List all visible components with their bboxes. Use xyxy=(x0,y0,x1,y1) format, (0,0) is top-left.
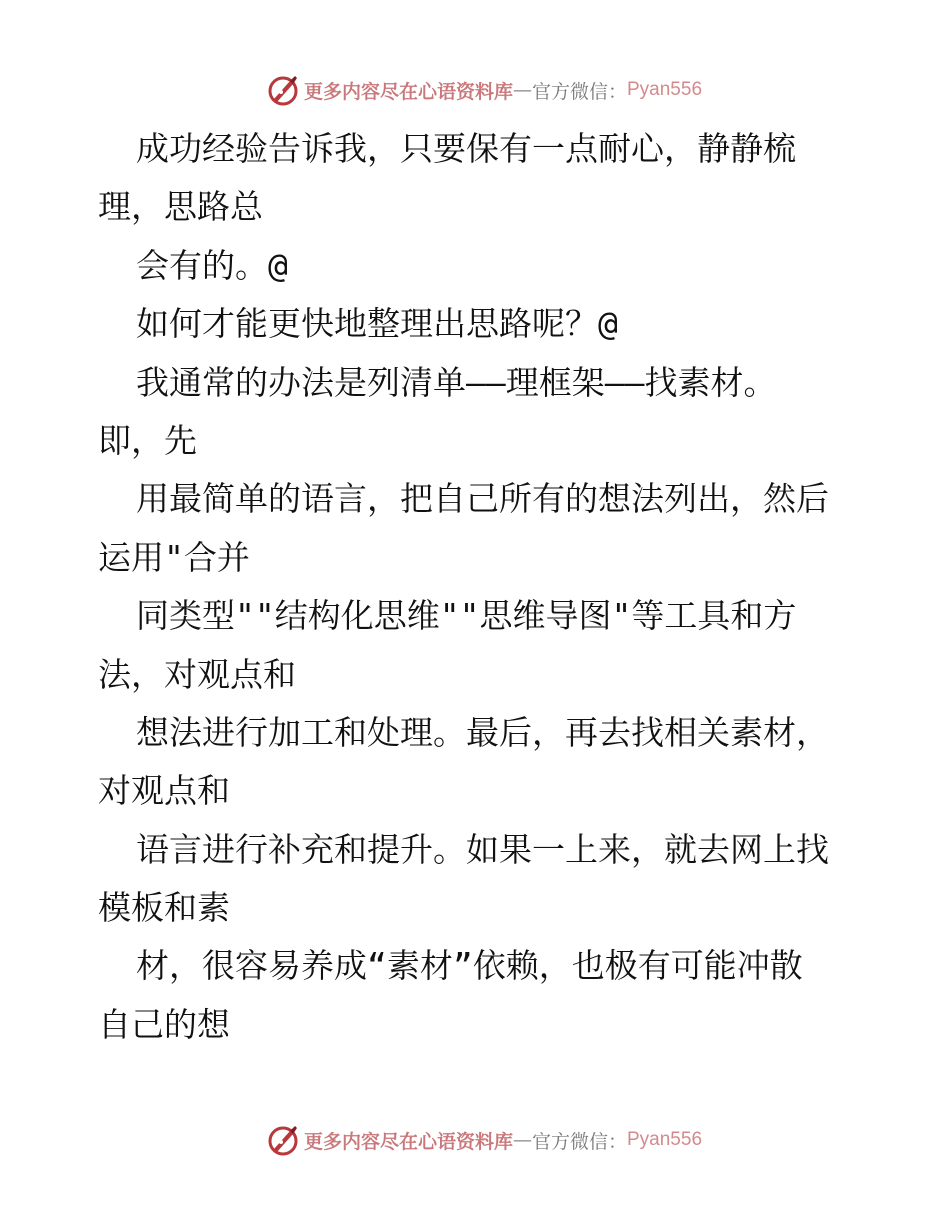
footer-wechat-id: Pyan556 xyxy=(627,1129,703,1150)
header-watermark xyxy=(0,70,950,110)
text-line: 成功经验告诉我，只要保有一点耐心，静静梳 xyxy=(136,129,796,168)
body-text xyxy=(98,120,858,1054)
header-watermark-content xyxy=(266,73,702,107)
text-line: 法，对观点和 xyxy=(98,654,296,694)
text-line: 自己的想 xyxy=(98,1004,230,1044)
header-wechat-label: 官方微信： xyxy=(531,80,627,103)
footer-wechat-label: 官方微信： xyxy=(531,1130,627,1153)
footer-watermark xyxy=(0,1120,950,1160)
text-line: 对观点和 xyxy=(98,771,230,811)
footer-separator: — xyxy=(512,1129,532,1151)
text-line: 运用"合并 xyxy=(98,537,250,577)
text-line: 如何才能更快地整理出思路呢？@ xyxy=(136,304,618,344)
footer-watermark-content xyxy=(266,1123,702,1157)
text-line: 我通常的办法是列清单——理框架——找素材。 xyxy=(136,362,777,402)
text-line: 想法进行加工和处理。最后，再去找相关素材， xyxy=(136,712,829,752)
text-line: 会有的。@ xyxy=(136,245,288,285)
text-line: 理，思路总 xyxy=(98,187,263,227)
header-library-title: 更多内容尽在心语资料库 xyxy=(303,80,513,103)
header-separator: — xyxy=(512,79,532,101)
text-line: 模板和素 xyxy=(98,888,230,928)
text-line: 即，先 xyxy=(98,420,197,460)
text-line: 用最简单的语言，把自己所有的想法列出，然后 xyxy=(136,479,829,519)
pen-logo-icon xyxy=(266,1123,300,1157)
text-line: 同类型""结构化思维""思维导图"等工具和方 xyxy=(136,596,797,636)
footer-library-title: 更多内容尽在心语资料库 xyxy=(303,1130,513,1153)
header-wechat-id: Pyan556 xyxy=(627,79,703,100)
pen-logo-icon xyxy=(266,73,300,107)
text-line: 语言进行补充和提升。如果一上来，就去网上找 xyxy=(136,829,829,869)
text-line: 材，很容易养成“素材”依赖，也极有可能冲散 xyxy=(136,946,803,986)
